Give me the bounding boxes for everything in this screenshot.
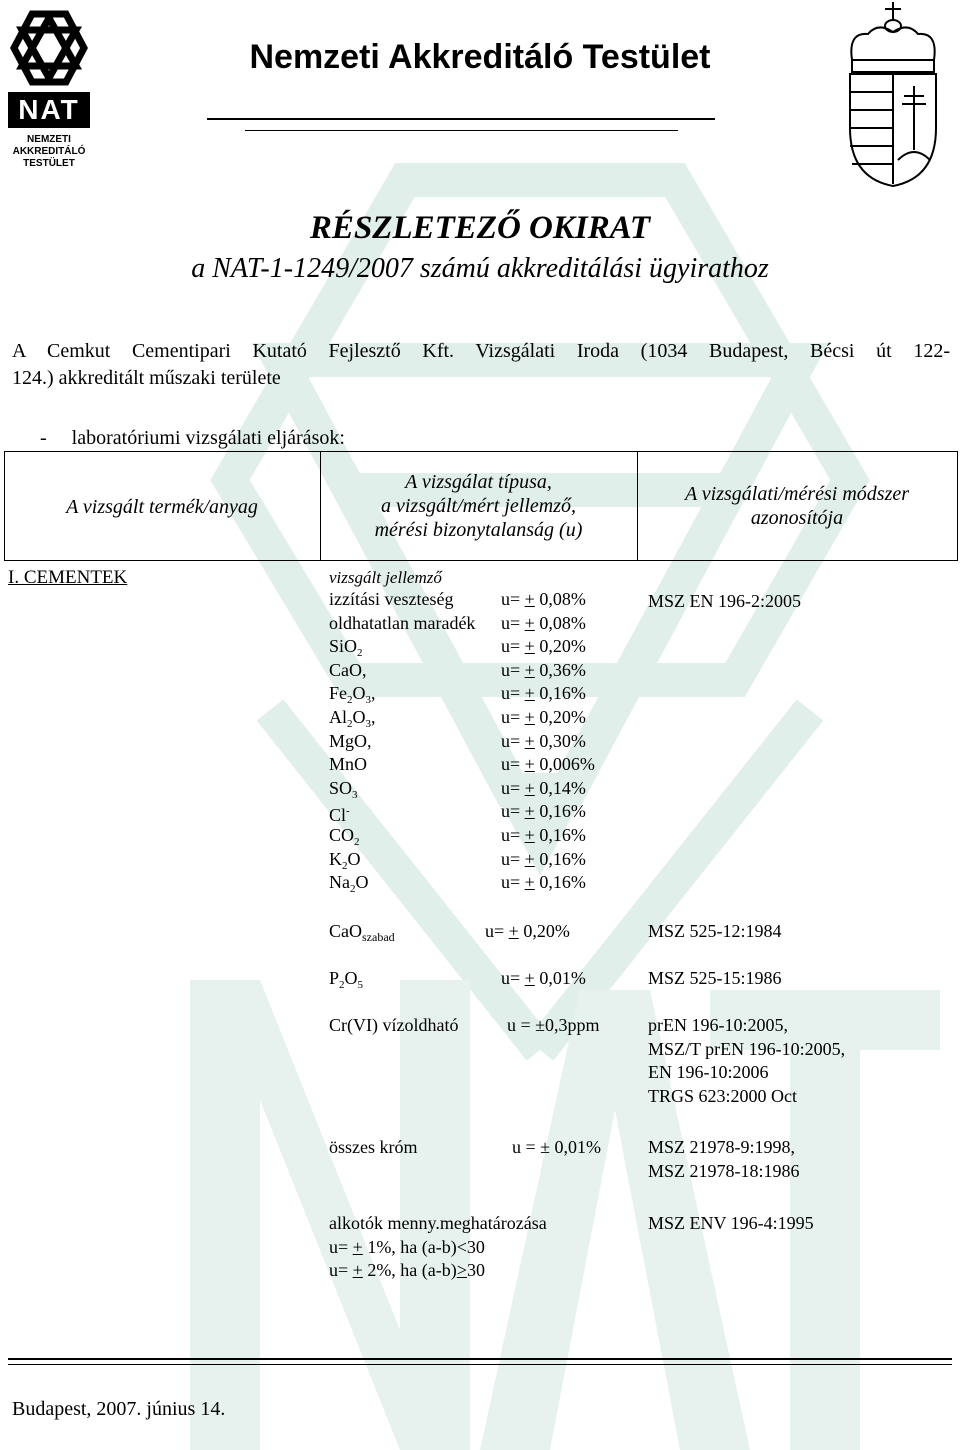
chrome-method-1: MSZ 21978-9:1998,: [648, 1137, 796, 1157]
intro-line-2: 124.) akkreditált műszaki területe: [12, 367, 281, 389]
measure-row: [329, 824, 629, 848]
place-date: Budapest, 2007. június 14.: [12, 1398, 226, 1420]
header-method-l2: azonosítója: [750, 507, 844, 529]
row-name: MgO,: [329, 730, 372, 751]
u-label: u=: [501, 777, 525, 798]
u-value: 0,16%: [534, 848, 586, 869]
u-value: 0,20%: [534, 636, 586, 657]
crvi-name: Cr(VI) vízoldható: [329, 1015, 459, 1035]
u-label: u=: [501, 589, 525, 609]
measure-row: [329, 706, 629, 730]
u-label: u=: [501, 612, 525, 633]
document-title: RÉSZLETEZŐ OKIRAT: [309, 210, 651, 246]
u-label: u=: [501, 683, 525, 704]
p2o5-method: MSZ 525-15:1986: [648, 968, 782, 988]
footer-rule: [8, 1358, 952, 1360]
components-method: MSZ ENV 196-4:1995: [648, 1213, 814, 1233]
method-group1: MSZ EN 196-2:2005: [648, 591, 801, 611]
chrome-method-2: MSZ 21978-18:1986: [648, 1160, 800, 1181]
measure-row: [329, 753, 629, 777]
measure-row: [329, 659, 629, 683]
plus-sign: +: [524, 612, 535, 633]
row-name: Cl-: [329, 805, 350, 826]
u-label: u=: [501, 824, 525, 845]
u-value: 0,006%: [534, 754, 595, 775]
chrome-name: összes króm: [329, 1137, 418, 1157]
crvi-u: u = ±0,3ppm: [507, 1015, 600, 1035]
header-test-type-l1: A vizsgálat típusa,: [405, 471, 552, 493]
measure-row: [329, 777, 629, 801]
plus-sign: +: [524, 848, 535, 869]
components-block: [329, 1212, 547, 1283]
plus-sign: +: [524, 659, 535, 680]
crvi-method-3: EN 196-10:2006: [648, 1062, 769, 1083]
crvi-method-2: MSZ/T prEN 196-10:2005,: [648, 1038, 846, 1059]
row-name: izzítási veszteség: [329, 589, 454, 609]
measure-row: [329, 871, 629, 895]
intro-line-1: A Cemkut Cementipari Kutató Fejlesztő Kft. Vizsgálati Iroda (1034 Budapest, Bécsi út 122-: [12, 340, 950, 362]
u-value: 0,16%: [534, 801, 586, 822]
u-label: u=: [501, 754, 525, 775]
u-label: u=: [501, 872, 525, 893]
components-name: alkotók menny.meghatározása: [329, 1213, 547, 1233]
row-name: SiO$_2$: [329, 636, 363, 660]
row-name: $CO_2$: [329, 824, 360, 848]
p2o5-name: $P_2O_5$: [329, 968, 364, 991]
u-value: 0,14%: [534, 777, 586, 798]
u-label: u=: [501, 848, 525, 869]
plus-sign: +: [524, 754, 535, 775]
table-right-border: [957, 451, 958, 561]
components-u1: u= + 1%, ha (a-b)<30: [329, 1236, 485, 1257]
u-value: 0,30%: [534, 730, 586, 751]
measure-row: [329, 682, 629, 706]
measure-row: [329, 635, 629, 659]
u-label: u=: [501, 706, 525, 727]
title-rule: [207, 118, 715, 120]
cao-free-method: MSZ 525-12:1984: [648, 921, 782, 941]
org-title: Nemzeti Akkreditáló Testület: [249, 38, 711, 76]
row-name: oldhatatlan maradék: [329, 612, 476, 633]
u-label: u=: [501, 730, 525, 751]
nat-logo: [8, 8, 90, 173]
table-top-border: [4, 451, 958, 452]
table-header-bottom: [4, 560, 958, 561]
u-value: 0,16%: [534, 872, 586, 893]
plus-sign: +: [524, 801, 535, 822]
crvi-methods: [648, 1014, 845, 1108]
row-name: $Al_2O_3$,: [329, 706, 376, 730]
measure-row: [329, 800, 629, 824]
product-cement: I. CEMENTEK: [8, 567, 128, 588]
header-method: [637, 482, 957, 530]
p2o5-u: u= + 0,01%: [501, 968, 586, 988]
u-label: u=: [501, 659, 525, 680]
plus-sign: +: [524, 824, 535, 845]
measure-row: [329, 730, 629, 754]
plus-sign: +: [524, 636, 535, 657]
cao-free-name: CaO$_{szabad}$: [329, 921, 395, 944]
components-u2: u= + 2%, ha (a-b)>30: [329, 1260, 485, 1281]
u-value: 0,20%: [534, 706, 586, 727]
plus-sign: +: [524, 872, 535, 893]
footer-rule-thin: [8, 1364, 952, 1365]
row-name: MnO: [329, 754, 368, 775]
plus-sign: +: [524, 730, 535, 751]
crvi-method-4: TRGS 623:2000 Oct: [648, 1085, 798, 1106]
title-rule-thin: [245, 130, 678, 131]
logo-line-1: NEMZETI: [27, 134, 71, 145]
crvi-method-1: prEN 196-10:2005,: [648, 1015, 788, 1035]
chrome-u: u = ± 0,01%: [512, 1137, 602, 1157]
chrome-methods: [648, 1136, 800, 1183]
u-value: 0,16%: [534, 683, 586, 704]
u-value: 0,08%: [534, 612, 586, 633]
header-test-type: [320, 470, 637, 542]
measure-row: [329, 848, 629, 872]
cao-free-u: u= + 0,20%: [485, 921, 570, 941]
measure-row: [329, 588, 629, 612]
row-name: $Fe_2O_3$,: [329, 683, 376, 707]
logo-line-3: TESTÜLET: [23, 158, 75, 169]
scope-bullet: - laboratóriumi vizsgálati eljárások:: [40, 427, 345, 449]
logo-line-2: AKKREDITÁLÓ: [12, 146, 86, 157]
document-subtitle: a NAT-1-1249/2007 számú akkreditálási ügyirathoz: [191, 253, 769, 284]
u-label: u=: [501, 801, 525, 822]
nat-logo-letters: NAT: [18, 94, 80, 125]
row-name: $Na_2O$: [329, 872, 369, 896]
plus-sign: +: [524, 777, 535, 798]
plus-sign: +: [524, 706, 535, 727]
plus-sign: +: [524, 683, 535, 704]
row-name: $K_2O$: [329, 848, 361, 872]
row-name: CaO,: [329, 659, 367, 680]
header-test-type-l2: a vizsgált/mért jellemző,: [381, 495, 576, 517]
row-name: $SO_3$: [329, 777, 358, 801]
u-value: 0,36%: [534, 659, 586, 680]
u-value: 0,08%: [534, 589, 586, 609]
intro-paragraph: [12, 338, 950, 392]
u-value: 0,16%: [534, 824, 586, 845]
coat-of-arms-icon: [838, 0, 948, 188]
header-test-type-l3: mérési bizonytalanság (u): [374, 519, 583, 541]
group1-rows: [329, 588, 629, 895]
subheading-characteristic: vizsgált jellemző: [329, 568, 442, 587]
plus-sign: +: [524, 589, 535, 609]
measure-row: [329, 612, 629, 636]
header-method-l1: A vizsgálati/mérési módszer: [684, 483, 910, 505]
u-label: u=: [501, 636, 525, 657]
header-product: A vizsgált termék/anyag: [66, 496, 258, 518]
